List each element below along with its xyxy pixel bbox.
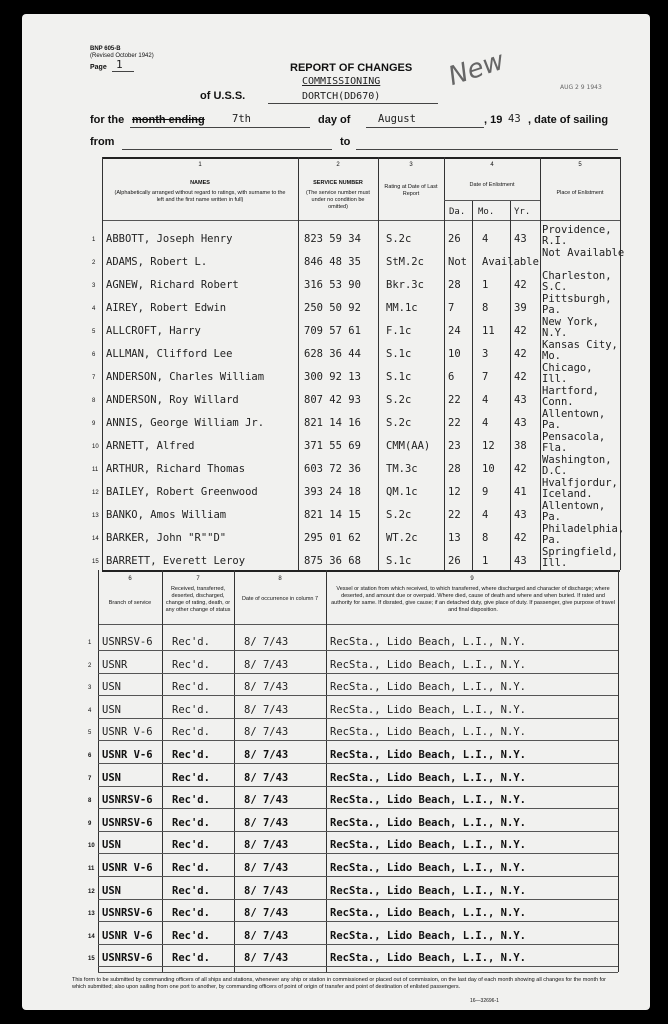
- enlist-day: 13: [448, 532, 461, 544]
- occurrence-date: 8/ 7/43: [244, 704, 289, 716]
- sailor-name: ANDERSON, Roy Willard: [106, 394, 239, 406]
- col4-number: 4: [490, 162, 494, 168]
- row-number: 9: [92, 421, 96, 427]
- enlist-year: 42: [514, 532, 527, 544]
- enlist-place-line1: Springfield,: [542, 546, 618, 558]
- row-number: 6: [92, 352, 96, 358]
- form-code: BNP 605-B: [90, 46, 121, 52]
- receiving-station: RecSta., Lido Beach, L.I., N.Y.: [330, 794, 526, 806]
- branch-of-service: USNR V-6: [102, 726, 153, 738]
- receiving-station: RecSta., Lido Beach, L.I., N.Y.: [330, 930, 526, 942]
- enlist-place-line1: Philadelphia,: [542, 523, 625, 535]
- row-divider: [98, 740, 618, 741]
- enlist-day: 28: [448, 463, 461, 475]
- report-subtitle: COMMISSIONING: [302, 76, 381, 87]
- receiving-station: RecSta., Lido Beach, L.I., N.Y.: [330, 862, 526, 874]
- col5-number: 5: [578, 162, 582, 168]
- status-change: Rec'd.: [172, 930, 210, 942]
- from-label: from: [90, 136, 115, 148]
- service-number: 628 36 44: [304, 348, 361, 360]
- enlist-day: 26: [448, 233, 461, 245]
- row-number: 12: [92, 490, 99, 496]
- day-subheader: Da.: [449, 207, 466, 217]
- service-number-note: (The service number must under no condition be omitted): [306, 190, 370, 210]
- year-prefix: , 19: [484, 114, 503, 126]
- row-number: 5: [92, 329, 96, 335]
- receiving-station: RecSta., Lido Beach, L.I., N.Y.: [330, 636, 526, 648]
- enlist-day: 6: [448, 371, 455, 383]
- row-divider: [98, 853, 618, 854]
- col2-number: 2: [336, 162, 340, 168]
- row-number: 3: [88, 685, 92, 691]
- enlist-place-line1: Kansas City,: [542, 339, 618, 351]
- col9-number: 9: [470, 576, 474, 582]
- status-change: Rec'd.: [172, 817, 210, 829]
- enlist-month: 11: [482, 325, 495, 337]
- occurrence-date: 8/ 7/43: [244, 817, 289, 829]
- row-divider: [98, 695, 618, 696]
- enlist-year: 43: [514, 394, 527, 406]
- receiving-station: RecSta., Lido Beach, L.I., N.Y.: [330, 885, 526, 897]
- footer-instructions: This form to be submitted by commanding officers of all ships and stations, whenever any ship or station in commissioned or placed out of commission, on the last day of each month showing all changes for the month for which submitted; also upon sailing from one port to another, by commanding officers of point of origin of transfer and point of destination of enlisted passengers.: [72, 977, 606, 990]
- row-divider: [98, 808, 618, 809]
- enlist-day: 28: [448, 279, 461, 291]
- struck-month-ending: month ending: [132, 114, 205, 126]
- branch-of-service: USNR V-6: [102, 749, 153, 761]
- rating-header: Rating at Date of Last Report: [384, 184, 438, 197]
- year-subheader: Yr.: [514, 207, 531, 217]
- sailor-name: BAILEY, Robert Greenwood: [106, 486, 258, 498]
- enlist-month: 7: [482, 371, 489, 383]
- branch-of-service: USNR V-6: [102, 862, 153, 874]
- enlist-place-line2: Fla.: [542, 442, 568, 454]
- page-title: REPORT OF CHANGES: [290, 62, 413, 74]
- page-underline: [112, 71, 134, 72]
- enlist-place-line1: New York,: [542, 316, 599, 328]
- enlist-year: 38: [514, 440, 527, 452]
- receiving-station: RecSta., Lido Beach, L.I., N.Y.: [330, 839, 526, 851]
- branch-of-service: USNRSV-6: [102, 952, 153, 964]
- occurrence-date: 8/ 7/43: [244, 636, 289, 648]
- enlist-place-line2: Mo.: [542, 350, 561, 362]
- enlist-place-line2: Pa.: [542, 419, 561, 431]
- names-header-note: (Alphabetically arranged without regard to ratings, with surname to the left and the first name written in full): [114, 190, 286, 203]
- rating: QM.1c: [386, 486, 418, 498]
- ship-name: DORTCH(DD670): [302, 91, 381, 102]
- status-change: Rec'd.: [172, 704, 210, 716]
- sailor-name: BARKER, John "R""D": [106, 532, 227, 544]
- rating: S.1c: [386, 371, 412, 383]
- branch-of-service: USNRSV-6: [102, 794, 153, 806]
- sailor-name: ALLMAN, Clifford Lee: [106, 348, 233, 360]
- status-change: Rec'd.: [172, 681, 210, 693]
- enlist-year: 42: [514, 348, 527, 360]
- row-divider: [98, 763, 618, 764]
- row-number: 11: [88, 866, 95, 872]
- status-change: Rec'd.: [172, 772, 210, 784]
- service-number: 709 57 61: [304, 325, 361, 337]
- row-divider: [98, 966, 618, 967]
- service-number: 823 59 34: [304, 233, 361, 245]
- page-label: Page: [90, 64, 107, 71]
- branch-of-service: USNRSV-6: [102, 817, 153, 829]
- status-change: Rec'd.: [172, 794, 210, 806]
- receiving-station: RecSta., Lido Beach, L.I., N.Y.: [330, 749, 526, 761]
- enlist-place-line1: Washington,: [542, 454, 612, 466]
- row-divider: [98, 650, 618, 651]
- enlist-place-line2: Conn.: [542, 396, 574, 408]
- row-number: 14: [92, 536, 99, 542]
- occurrence-date: 8/ 7/43: [244, 726, 289, 738]
- sailor-name: ANNIS, George William Jr.: [106, 417, 265, 429]
- rating: WT.2c: [386, 532, 418, 544]
- handwritten-note: New: [444, 45, 508, 93]
- enlist-place-line2: D.C.: [542, 465, 568, 477]
- branch-of-service: USNR: [102, 659, 128, 671]
- receiving-station: RecSta., Lido Beach, L.I., N.Y.: [330, 817, 526, 829]
- from-underline: [122, 149, 332, 150]
- row-number: 8: [92, 398, 96, 404]
- enlist-year: 42: [514, 325, 527, 337]
- status-change: Rec'd.: [172, 907, 210, 919]
- row-number: 4: [92, 306, 96, 312]
- row-number: 12: [88, 889, 95, 895]
- enlist-year: 43: [514, 555, 527, 567]
- rating: S.1c: [386, 348, 412, 360]
- receiving-station: RecSta., Lido Beach, L.I., N.Y.: [330, 704, 526, 716]
- enlist-day: 22: [448, 417, 461, 429]
- rating: TM.3c: [386, 463, 418, 475]
- sailor-name: ARTHUR, Richard Thomas: [106, 463, 246, 475]
- service-number: 846 48 35: [304, 256, 361, 268]
- status-change-header: Received, transferred, deserted, discharged, change of rating, death, or any other change of status: [165, 586, 231, 613]
- enlist-day: 22: [448, 509, 461, 521]
- enlist-month: 4: [482, 417, 489, 429]
- sailor-name: ABBOTT, Joseph Henry: [106, 233, 233, 245]
- row-divider: [98, 876, 618, 877]
- status-change: Rec'd.: [172, 659, 210, 671]
- status-change: Rec'd.: [172, 749, 210, 761]
- receiving-station: RecSta., Lido Beach, L.I., N.Y.: [330, 772, 526, 784]
- place-header: Place of Enlistment: [556, 190, 604, 196]
- row-number: 5: [88, 730, 92, 736]
- service-number: 393 24 18: [304, 486, 361, 498]
- rating: Bkr.3c: [386, 279, 424, 291]
- for-the-label: for the: [90, 114, 125, 126]
- service-number: 300 92 13: [304, 371, 361, 383]
- enlistment-date-header: Date of Enlistment: [469, 182, 515, 188]
- page-number: 1: [116, 58, 123, 71]
- occurrence-date: 8/ 7/43: [244, 772, 289, 784]
- col8-number: 8: [278, 576, 282, 582]
- enlist-place-line2: Ill.: [542, 557, 568, 569]
- enlist-month: 4: [482, 233, 489, 245]
- enlist-month: 8: [482, 532, 489, 544]
- enlist-place-line2: Iceland.: [542, 488, 593, 500]
- receiving-station: RecSta., Lido Beach, L.I., N.Y.: [330, 952, 526, 964]
- sailor-name: BARRETT, Everett Leroy: [106, 555, 246, 567]
- occurrence-date: 8/ 7/43: [244, 885, 289, 897]
- row-number: 13: [92, 513, 99, 519]
- service-number: 821 14 16: [304, 417, 361, 429]
- branch-of-service: USN: [102, 681, 121, 693]
- row-number: 9: [88, 821, 92, 827]
- enlist-place-line1: Allentown,: [542, 408, 606, 420]
- form-revision: (Revised October 1942): [90, 53, 154, 59]
- uss-label: of U.S.S.: [200, 90, 246, 102]
- row-number: 4: [88, 708, 92, 714]
- row-number: 14: [88, 934, 95, 940]
- rating: S.2c: [386, 417, 412, 429]
- month-underline: [366, 127, 484, 128]
- enlist-year: 42: [514, 463, 527, 475]
- enlist-month: 3: [482, 348, 489, 360]
- enlist-month: 4: [482, 509, 489, 521]
- sailor-name: AIREY, Robert Edwin: [106, 302, 227, 314]
- occurrence-date-header: Date of occurrence in column 7: [241, 596, 319, 602]
- branch-of-service: USNRSV-6: [102, 636, 153, 648]
- row-number: 15: [88, 956, 95, 962]
- sailor-name: AGNEW, Richard Robert: [106, 279, 239, 291]
- row-number: 3: [92, 283, 96, 289]
- col7-number: 7: [196, 576, 200, 582]
- row-number: 13: [88, 911, 95, 917]
- enlist-place-line2: S.C.: [542, 281, 568, 293]
- rating: StM.2c: [386, 256, 424, 268]
- service-number: 807 42 93: [304, 394, 361, 406]
- day-of-label: day of: [318, 114, 351, 126]
- enlist-place-line1: Pensacola,: [542, 431, 606, 443]
- occurrence-date: 8/ 7/43: [244, 681, 289, 693]
- month-subheader: Mo.: [478, 207, 495, 217]
- enlist-month: 8: [482, 302, 489, 314]
- receiving-station: RecSta., Lido Beach, L.I., N.Y.: [330, 659, 526, 671]
- enlist-place-line2: N.Y.: [542, 327, 568, 339]
- enlist-month: 10: [482, 463, 495, 475]
- status-change: Rec'd.: [172, 885, 210, 897]
- service-number: 250 50 92: [304, 302, 361, 314]
- occurrence-date: 8/ 7/43: [244, 839, 289, 851]
- enlist-month: Available: [482, 256, 539, 268]
- sailor-name: ANDERSON, Charles William: [106, 371, 265, 383]
- date-of-sailing-label: , date of sailing: [528, 114, 609, 126]
- rating: F.1c: [386, 325, 412, 337]
- status-change: Rec'd.: [172, 636, 210, 648]
- sailor-name: ARNETT, Alfred: [106, 440, 195, 452]
- branch-of-service: USN: [102, 839, 121, 851]
- rating: CMM(AA): [386, 440, 431, 452]
- enlist-place-line1: Pittsburgh,: [542, 293, 612, 305]
- enlist-month: 1: [482, 279, 489, 291]
- service-number: 603 72 36: [304, 463, 361, 475]
- day-number: 7th: [232, 113, 251, 125]
- enlist-year: 43: [514, 417, 527, 429]
- col1-number: 1: [198, 162, 202, 168]
- enlist-place-line1: Chicago,: [542, 362, 593, 374]
- row-divider: [98, 921, 618, 922]
- occurrence-date: 8/ 7/43: [244, 659, 289, 671]
- enlist-day: 12: [448, 486, 461, 498]
- row-divider: [98, 718, 618, 719]
- row-number: 15: [92, 559, 99, 565]
- enlist-place-line1: Providence,: [542, 224, 612, 236]
- row-number: 8: [88, 798, 92, 804]
- row-number: 2: [92, 260, 96, 266]
- row-number: 7: [88, 776, 92, 782]
- enlist-day: 10: [448, 348, 461, 360]
- enlist-year: 39: [514, 302, 527, 314]
- row-divider: [98, 673, 618, 674]
- day-underline: [130, 127, 310, 128]
- enlist-day: 24: [448, 325, 461, 337]
- row-number: 7: [92, 375, 96, 381]
- enlist-day: 22: [448, 394, 461, 406]
- status-change: Rec'd.: [172, 839, 210, 851]
- row-divider: [98, 944, 618, 945]
- row-number: 1: [92, 237, 96, 243]
- status-change: Rec'd.: [172, 952, 210, 964]
- enlist-place-line1: Not Available: [542, 247, 625, 259]
- enlist-day: 26: [448, 555, 461, 567]
- enlist-month: 1: [482, 555, 489, 567]
- row-divider: [98, 899, 618, 900]
- rating: MM.1c: [386, 302, 418, 314]
- enlist-place-line1: Hvalfjordur,: [542, 477, 618, 489]
- occurrence-date: 8/ 7/43: [244, 930, 289, 942]
- row-number: 6: [88, 753, 92, 759]
- enlist-place-line2: Pa.: [542, 304, 561, 316]
- receiving-station: RecSta., Lido Beach, L.I., N.Y.: [330, 907, 526, 919]
- enlist-place-line2: Pa.: [542, 511, 561, 523]
- names-header: NAMES: [190, 180, 210, 186]
- enlist-day: Not: [448, 256, 467, 268]
- enlist-month: 9: [482, 486, 489, 498]
- sailor-name: ADAMS, Robert L.: [106, 256, 208, 268]
- enlist-month: 12: [482, 440, 495, 452]
- row-number: 1: [88, 640, 92, 646]
- print-code: 16—32696-1: [470, 998, 499, 1004]
- occurrence-date: 8/ 7/43: [244, 749, 289, 761]
- branch-header: Branch of service: [108, 600, 152, 606]
- enlist-place-line2: Ill.: [542, 373, 568, 385]
- service-number: 371 55 69: [304, 440, 361, 452]
- row-number: 2: [88, 663, 92, 669]
- sailor-name: ALLCROFT, Harry: [106, 325, 201, 337]
- row-number: 10: [88, 843, 95, 849]
- enlist-place-line2: R.I.: [542, 235, 568, 247]
- enlist-month: 4: [482, 394, 489, 406]
- month-value: August: [378, 113, 416, 125]
- branch-of-service: USN: [102, 704, 121, 716]
- rating: S.2c: [386, 233, 412, 245]
- enlist-place-line1: Charleston,: [542, 270, 612, 282]
- service-number: 295 01 62: [304, 532, 361, 544]
- branch-of-service: USN: [102, 772, 121, 784]
- service-number: 821 14 15: [304, 509, 361, 521]
- service-number: 875 36 68: [304, 555, 361, 567]
- row-divider: [98, 831, 618, 832]
- col6-number: 6: [128, 576, 132, 582]
- enlist-year: 42: [514, 279, 527, 291]
- rating: S.1c: [386, 555, 412, 567]
- rating: S.2c: [386, 509, 412, 521]
- receiving-station: RecSta., Lido Beach, L.I., N.Y.: [330, 681, 526, 693]
- receiving-station: RecSta., Lido Beach, L.I., N.Y.: [330, 726, 526, 738]
- branch-of-service: USNR V-6: [102, 930, 153, 942]
- row-divider: [98, 786, 618, 787]
- sailor-name: BANKO, Amos William: [106, 509, 227, 521]
- ship-underline: [268, 103, 438, 104]
- enlist-day: 23: [448, 440, 461, 452]
- rating: S.2c: [386, 394, 412, 406]
- row-number: 11: [92, 467, 99, 473]
- service-number: 316 53 90: [304, 279, 361, 291]
- col3-number: 3: [409, 162, 413, 168]
- year-value: 43: [508, 113, 521, 125]
- enlist-place-line2: Pa.: [542, 534, 561, 546]
- occurrence-date: 8/ 7/43: [244, 794, 289, 806]
- branch-of-service: USNRSV-6: [102, 907, 153, 919]
- status-change: Rec'd.: [172, 726, 210, 738]
- enlist-place-line1: Allentown,: [542, 500, 606, 512]
- enlist-year: 42: [514, 371, 527, 383]
- vessel-station-header: Vessel or station from which received, to which transferred, where discharged and character of discharge; where deserted, and amount due or overpaid. Where died, cause of death and where and when buried. If rated and authority for same. If disrated, give cause; if an detached duty, give place of duty. If passenger, give purpose of travel and final disposition.: [331, 586, 615, 613]
- occurrence-date: 8/ 7/43: [244, 862, 289, 874]
- occurrence-date: 8/ 7/43: [244, 907, 289, 919]
- enlist-year: 43: [514, 509, 527, 521]
- to-underline: [356, 149, 618, 150]
- enlist-year: 43: [514, 233, 527, 245]
- to-label: to: [340, 136, 351, 148]
- row-number: 10: [92, 444, 99, 450]
- enlist-day: 7: [448, 302, 455, 314]
- enlist-year: 41: [514, 486, 527, 498]
- service-number-header: SERVICE NUMBER: [313, 180, 363, 186]
- branch-of-service: USN: [102, 885, 121, 897]
- enlist-place-line1: Hartford,: [542, 385, 599, 397]
- status-change: Rec'd.: [172, 862, 210, 874]
- date-stamp: AUG 2 9 1943: [560, 84, 602, 91]
- occurrence-date: 8/ 7/43: [244, 952, 289, 964]
